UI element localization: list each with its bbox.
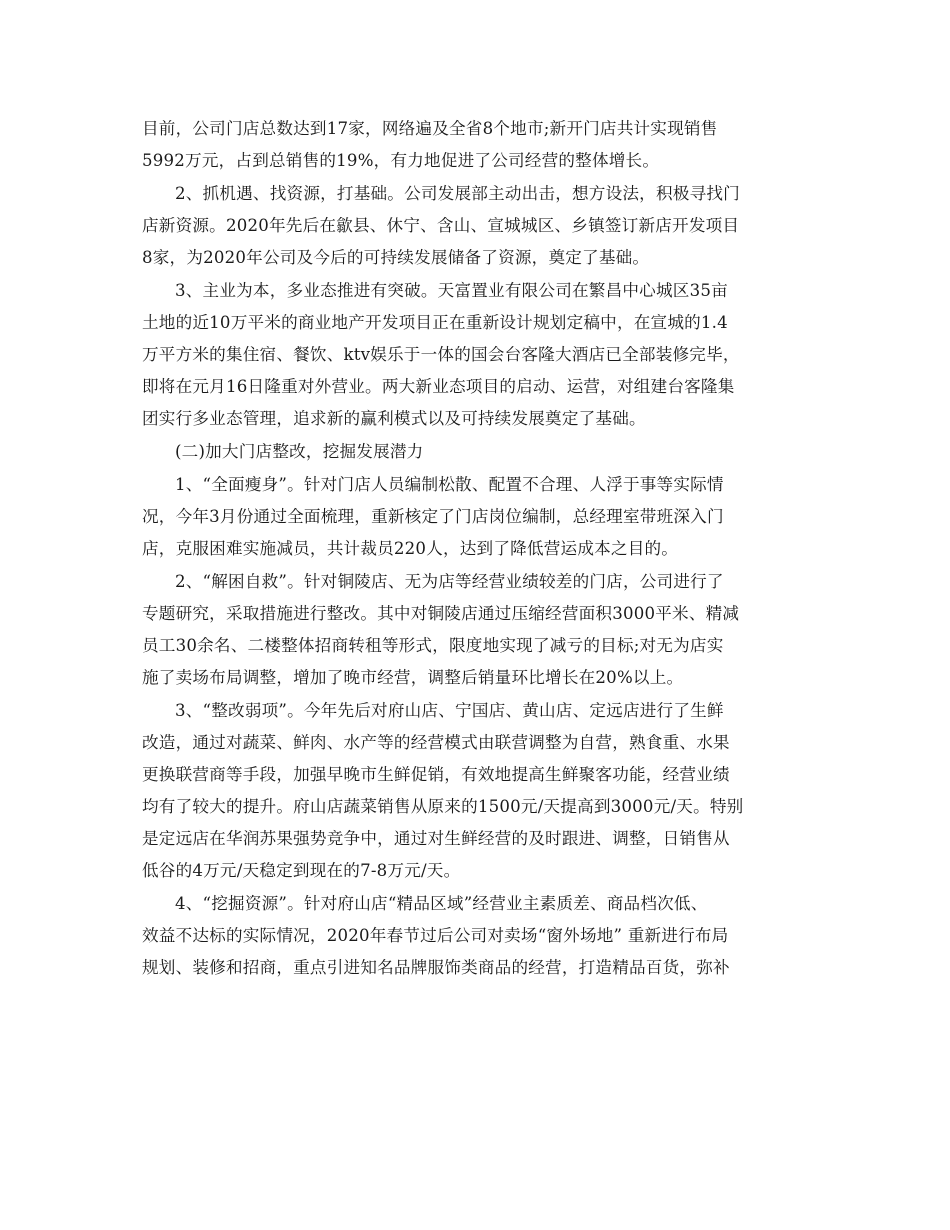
text-line: 施了卖场布局调整，增加了晚市经营，调整后销量环比增长在20%以上。 <box>142 668 684 687</box>
paragraph <box>142 178 809 274</box>
text-line: 团实行多业态管理，追求新的赢利模式以及可持续发展奠定了基础。 <box>142 409 646 428</box>
text-line: 况，今年3月份通过全面梳理，重新核定了门店岗位编制，总经理室带班深入门 <box>142 507 724 526</box>
paragraph <box>142 695 809 887</box>
text-line: 5992万元，占到总销售的19%，有力地促进了公司经营的整体增长。 <box>142 151 660 170</box>
paragraph <box>142 436 809 468</box>
paragraph <box>142 469 809 565</box>
text-line: 2、抓机遇、找资源，打基础。公司发展部主动出击，想方设法，积极寻找门 <box>175 184 740 203</box>
text-line: 规划、装修和招商，重点引进知名品牌服饰类商品的经营，打造精品百货，弥补 <box>142 958 730 977</box>
text-line: 专题研究，采取措施进行整改。其中对铜陵店通过压缩经营面积3000平米、精减 <box>142 604 740 623</box>
text-line: 1、“全面瘦身”。针对门店人员编制松散、配置不合理、人浮于事等实际情 <box>175 475 724 494</box>
text-line: (二)加大门店整改，挖掘发展潜力 <box>175 442 424 461</box>
text-line: 改造，通过对蔬菜、鲜肉、水产等的经营模式由联营调整为自营，熟食重、水果 <box>142 733 730 752</box>
document-page <box>142 113 809 985</box>
text-line: 8家，为2020年公司及今后的可持续发展储备了资源，奠定了基础。 <box>142 248 650 267</box>
paragraph <box>142 888 809 984</box>
text-line: 员工30余名、二楼整体招商转租等形式，限度地实现了减亏的目标;对无为店实 <box>142 636 724 655</box>
text-line: 即将在元月16日隆重对外营业。两大新业态项目的启动、运营，对组建台客隆集 <box>142 377 735 396</box>
text-line: 2、“解困自救”。针对铜陵店、无为店等经营业绩较差的门店，公司进行了 <box>175 572 724 591</box>
paragraph <box>142 113 809 177</box>
text-line: 更换联营商等手段，加强早晚市生鲜促销，有效地提高生鲜聚客功能，经营业绩 <box>142 765 730 784</box>
paragraph <box>142 275 809 435</box>
text-line: 效益不达标的实际情况，2020年春节过后公司对卖场“窗外场地” 重新进行布局 <box>142 926 729 945</box>
text-line: 3、“整改弱项”。今年先后对府山店、宁国店、黄山店、定远店进行了生鲜 <box>175 701 724 720</box>
text-line: 土地的近10万平米的商业地产开发项目正在重新设计规划定稿中，在宣城的1.4 <box>142 313 728 332</box>
paragraph <box>142 566 809 694</box>
text-line: 4、“挖掘资源”。针对府山店“精品区域”经营业主素质差、商品档次低、 <box>175 894 708 913</box>
text-line: 3、主业为本，多业态推进有突破。天富置业有限公司在繁昌中心城区35亩 <box>175 281 728 300</box>
text-line: 目前，公司门店总数达到17家，网络遍及全省8个地市;新开门店共计实现销售 <box>142 119 718 138</box>
text-line: 均有了较大的提升。府山店蔬菜销售从原来的1500元/天提高到3000元/天。特别 <box>142 797 744 816</box>
text-line: 万平方米的集住宿、餐饮、ktv娱乐于一体的国会台客隆大酒店已全部装修完毕， <box>142 345 740 364</box>
text-line: 低谷的4万元/天稳定到现在的7-8万元/天。 <box>142 861 461 880</box>
text-line: 是定远店在华润苏果强势竞争中，通过对生鲜经营的及时跟进、调整，日销售从 <box>142 829 730 848</box>
text-line: 店新资源。2020年先后在歙县、休宁、含山、宣城城区、乡镇签订新店开发项目 <box>142 216 740 235</box>
text-line: 店，克服困难实施减员，共计裁员220人，达到了降低营运成本之目的。 <box>142 539 679 558</box>
